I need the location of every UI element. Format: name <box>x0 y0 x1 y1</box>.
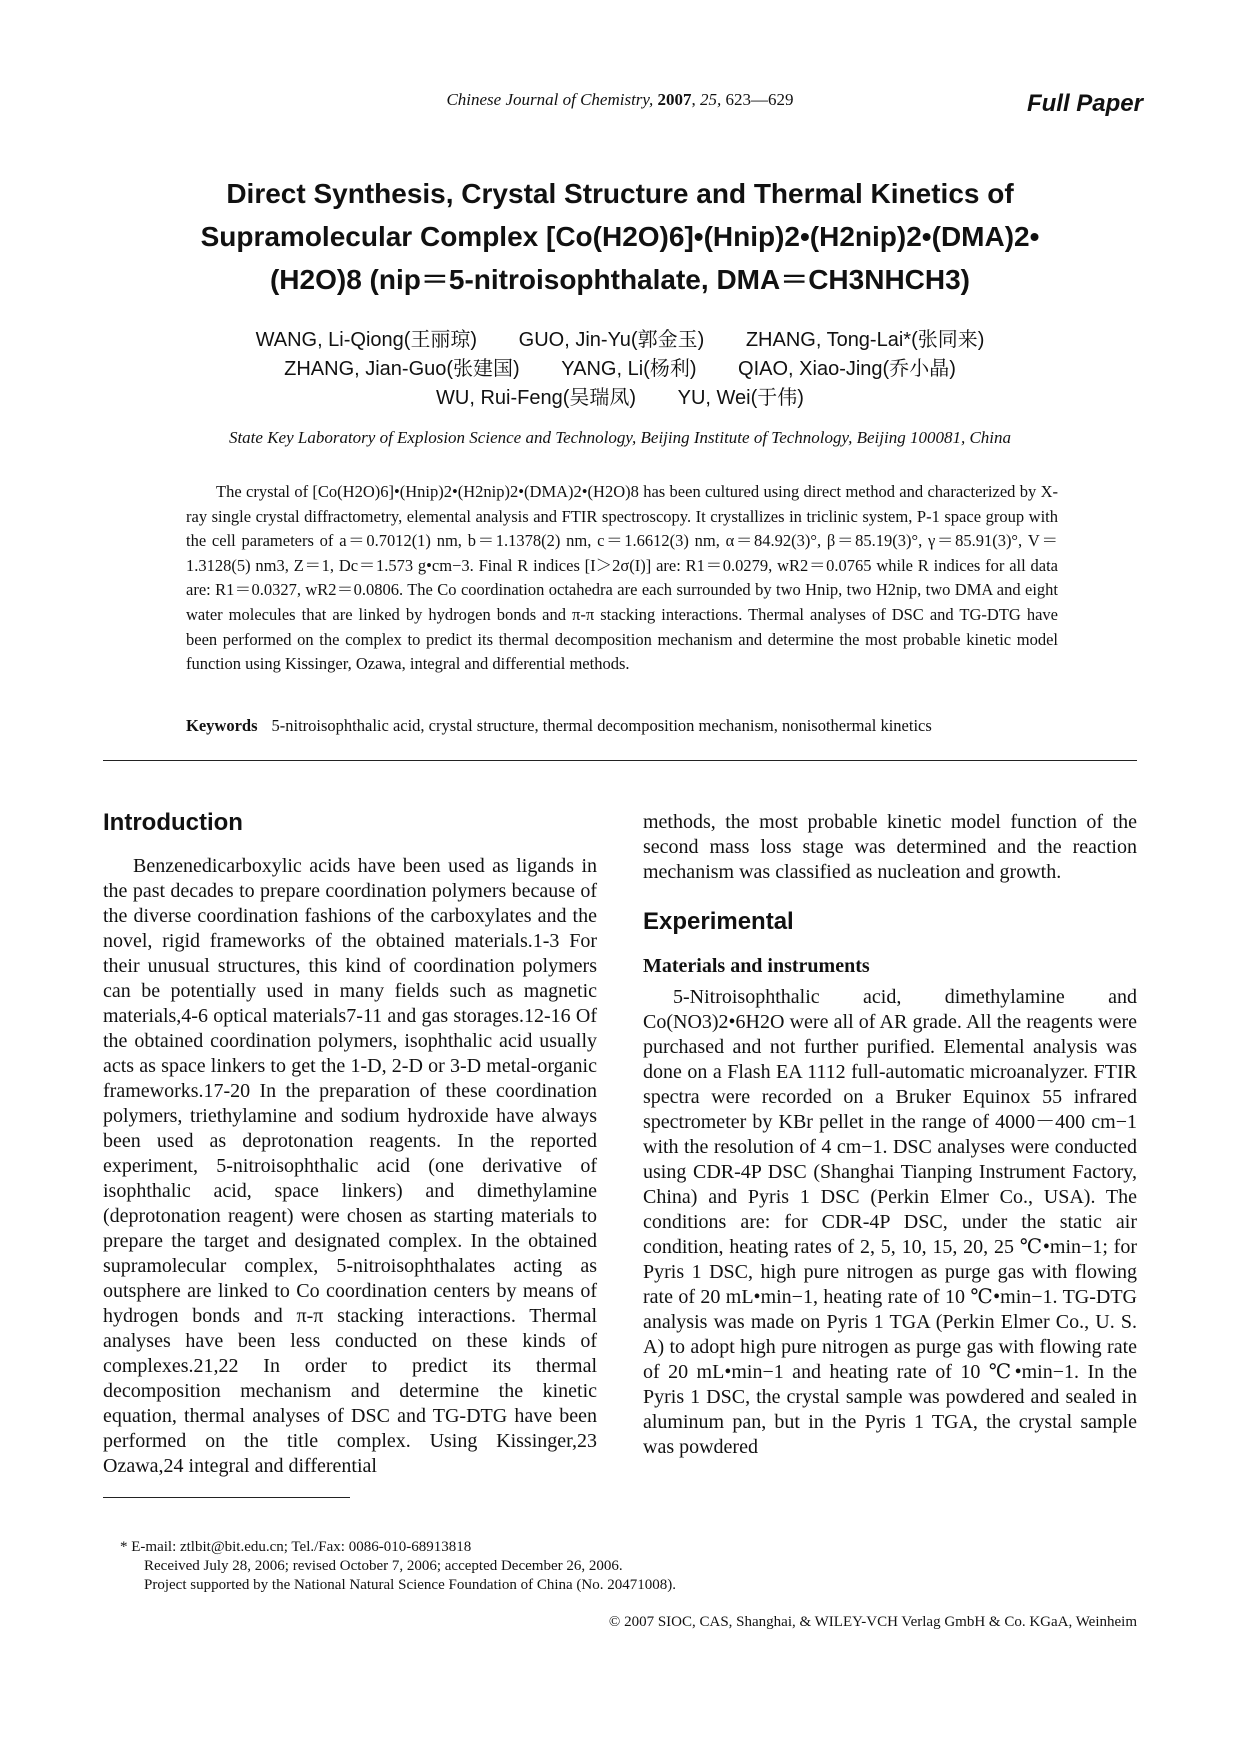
title-line-2: Supramolecular Complex [Co(H2O)6]•(Hnip)2•(H2nip)2•(DMA)2• <box>200 221 1040 252</box>
footnote-dates: Received July 28, 2006; revised October 7, 2006; accepted December 26, 2006. <box>144 1558 623 1574</box>
author: WU, Rui-Feng(吴瑞凤) <box>436 387 637 409</box>
section-divider <box>103 760 1137 761</box>
abstract-text: The crystal of [Co(H2O)6]•(Hnip)2•(H2nip)2•(DMA)2•(H2O)8 has been cultured using direct method and characterized by X-ray single crystal diffractometry, elemental analysis and FTIR spectroscopy. It crystallizes in triclinic system, P-1 space group with the cell parameters of a＝0.7012(1) nm, b＝1.1378(2) nm, c＝1.6612(3) nm, α＝84.92(3)°, β＝85.19(3)°, γ＝85.91(3)°, V＝1.3128(5) nm3, Z＝1, Dc＝1.573 g•cm−3. Final R indices [I＞2σ(I)] are: R1＝0.0279, wR2＝0.0765 while R indices for all data are: R1＝0.0327, wR2＝0.0806. <box>186 482 1058 600</box>
title-line-1: Direct Synthesis, Crystal Structure and Thermal Kinetics of <box>226 178 1014 209</box>
right-column <box>643 810 1137 1460</box>
author: YU, Wei(于伟) <box>677 387 804 409</box>
keywords-text: 5-nitroisophthalic acid, crystal structure, thermal decomposition mechanism, nonisothermal kinetics <box>271 716 932 735</box>
journal-year: 2007 <box>657 90 692 109</box>
author-list <box>150 326 1090 413</box>
copyright-notice: © 2007 SIOC, CAS, Shanghai, & WILEY-VCH Verlag GmbH & Co. KGaA, Weinheim <box>608 1614 1137 1630</box>
footnote-contact: * E-mail: ztlbit@bit.edu.cn; Tel./Fax: 0086-010-68913818 <box>120 1539 472 1555</box>
journal-citation: Chinese Journal of Chemistry, 2007, 25, 623—629 <box>446 90 794 109</box>
author: QIAO, Xiao-Jing(乔小晶) <box>738 358 956 380</box>
author: WANG, Li-Qiong(王丽琼) <box>255 329 478 351</box>
section-heading-introduction: Introduction <box>103 809 243 836</box>
footnote <box>120 1538 1020 1595</box>
journal-name: Chinese Journal of Chemistry, <box>446 90 654 109</box>
title-line-3: (H2O)8 (nip＝5-nitroisophthalate, DMA＝CH3NHCH3) <box>269 264 970 295</box>
author: ZHANG, Tong-Lai*(张同来) <box>745 329 985 351</box>
affiliation: State Key Laboratory of Explosion Science and Technology, Beijing Institute of Technology, Beijing 100081, China <box>228 428 1012 447</box>
journal-pages: 623—629 <box>725 90 794 109</box>
left-column <box>103 808 597 1479</box>
author: ZHANG, Jian-Guo(张建国) <box>284 358 520 380</box>
author: GUO, Jin-Yu(郭金玉) <box>518 329 705 351</box>
abstract-text: The Co coordination octahedra are each surrounded by two Hnip, two H2nip, two DMA and eight water molecules that are linked by hydrogen bonds and π-π stacking interactions. Thermal analyses of DSC and TG-DTG have been performed on the complex to predict its thermal decomposition mechanism and determine the most probable kinetic model function using Kissinger, Ozawa, integral and differential methods. <box>186 580 1059 674</box>
subsection-heading: Materials and instruments <box>643 955 870 977</box>
journal-volume: 25, <box>700 90 722 109</box>
footnote-funding: Project supported by the National Natural Science Foundation of China (No. 20471008). <box>144 1577 676 1593</box>
paper-type-label: Full Paper <box>1026 90 1143 117</box>
author: YANG, Li(杨利) <box>561 358 697 380</box>
keywords <box>186 716 1058 736</box>
footnote-divider <box>103 1497 350 1498</box>
keywords-label: Keywords <box>186 716 258 735</box>
introduction-paragraph: Benzenedicarboxylic acids have been used as ligands in the past decades to prepare coordination polymers because of the diverse coordination fashions of the carboxylates and the novel, rigid frameworks of the obtained materials.1-3 For their unusual structures, this kind of coordination polymers can be potentially used in many fields such as magnetic materials,4-6 optical materials7-11 and gas storages.12-16 Of the obtained coordination polymers, isophthalic acid usually acts as space linkers to get the 1-D, 2-D or 3-D metal-organic frameworks.17-20 In the preparation of these coordination polymers, triethylamine and sodium hydroxide have always been used as deprotonation reagents. In the reported experiment, 5-nitroisophthalic acid (one derivative of isophthalic acid, space linkers) and dimethylamine (deprotonation reagent) were chosen as starting materials to prepare the target and designated complex. In the obtained supramolecular complex, 5-nitroisophthalates acting as outsphere are linked to Co coordination centers by means of hydrogen bonds and π-π stacking interactions. Thermal analyses have been less conducted on these kinds of complexes.21,22 In order to predict its thermal decomposition mechanism and determine the kinetic equation, thermal analyses of DSC and TG-DTG have been performed on the title complex. Using Kissinger,23 Ozawa,24 integral and differential <box>103 855 597 1477</box>
experimental-paragraph: 5-Nitroisophthalic acid, dimethylamine and Co(NO3)2•6H2O were all of AR grade. All the reagents were purchased and not further purified. Elemental analysis was done on a Flash EA 1112 full-automatic microanalyzer. FTIR spectra were recorded on a Bruker Equinox 55 infrared spectrometer by KBr pellet in the range of 4000－400 cm−1 with the resolution of 4 cm−1. DSC analyses were conducted using CDR-4P DSC (Shanghai Tianping Instrument Factory, China) and Pyris 1 DSC (Perkin Elmer Co., USA). The conditions are: for CDR-4P DSC, under the static air condition, heating rates of 2, 5, 10, 15, 20, 25 ℃•min−1; for Pyris 1 DSC, high pure nitrogen as purge gas with flowing rate of 20 mL•min−1, heating rate of 10 ℃•min−1. TG-DTG analysis was made on Pyris 1 TGA (Perkin Elmer Co., U. S. A) to adopt high pure nitrogen as purge gas with flowing rate of 20 mL•min−1 and heating rate of 10 ℃•min−1. In the Pyris 1 DSC, the crystal sample was powdered and sealed in aluminum pan, but in the Pyris 1 TGA, the crystal sample was powdered <box>643 986 1137 1458</box>
introduction-paragraph-continued: methods, the most probable kinetic model function of the second mass loss stage was determined and the reaction mechanism was classified as nucleation and growth. <box>643 811 1137 883</box>
abstract <box>186 480 1058 677</box>
paper-title <box>150 172 1090 301</box>
section-heading-experimental: Experimental <box>643 908 794 935</box>
